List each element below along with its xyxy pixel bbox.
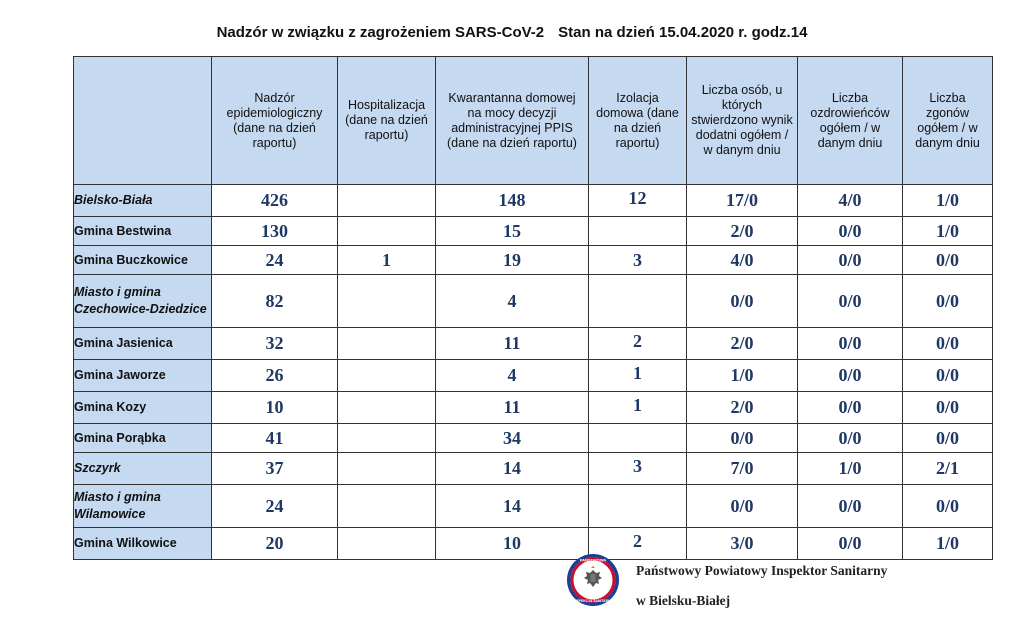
value-cell: 0/0 xyxy=(798,424,903,453)
value-cell: 2/0 xyxy=(687,392,798,424)
table-row xyxy=(74,217,993,246)
value-cell: 0/0 xyxy=(687,485,798,528)
table-row xyxy=(74,485,993,528)
value-cell: 0/0 xyxy=(903,485,993,528)
value-cell: 0/0 xyxy=(903,246,993,275)
value-cell: 1/0 xyxy=(903,528,993,560)
row-label: Gmina Buczkowice xyxy=(74,246,212,275)
value-cell: 17/0 xyxy=(687,185,798,217)
value-cell xyxy=(338,453,436,485)
value-cell: 4 xyxy=(436,275,589,328)
value-cell: 1 xyxy=(338,246,436,275)
value-cell: 130 xyxy=(212,217,338,246)
value-cell: 0/0 xyxy=(798,246,903,275)
value-cell: 34 xyxy=(436,424,589,453)
value-cell: 15 xyxy=(436,217,589,246)
value-cell xyxy=(589,424,687,453)
value-cell: 0/0 xyxy=(798,328,903,360)
header-cell: Hospitalizacja (dane na dzień raportu) xyxy=(338,57,436,185)
value-cell xyxy=(589,485,687,528)
value-cell: 32 xyxy=(212,328,338,360)
table-row xyxy=(74,392,993,424)
value-cell: 12 xyxy=(589,185,687,217)
table-row xyxy=(74,360,993,392)
value-cell: 3 xyxy=(589,246,687,275)
value-cell: 0/0 xyxy=(798,275,903,328)
value-cell xyxy=(589,217,687,246)
header-cell: Kwarantanna domowej na mocy decyzji administracyjnej PPIS (dane na dzień raportu) xyxy=(436,57,589,185)
value-cell: 0/0 xyxy=(903,424,993,453)
report-status-date: Stan na dzień 15.04.2020 r. godz.14 xyxy=(558,24,808,41)
value-cell: 0/0 xyxy=(798,528,903,560)
value-cell: 0/0 xyxy=(903,360,993,392)
value-cell: 0/0 xyxy=(798,360,903,392)
value-cell: 26 xyxy=(212,360,338,392)
value-cell: 19 xyxy=(436,246,589,275)
row-label: Gmina Wilkowice xyxy=(74,528,212,560)
signature-line-2: w Bielsku-Białej xyxy=(636,593,731,608)
value-cell: 24 xyxy=(212,246,338,275)
value-cell: 11 xyxy=(436,328,589,360)
value-cell: 2/1 xyxy=(903,453,993,485)
table-row xyxy=(74,185,993,217)
value-cell: 0/0 xyxy=(798,217,903,246)
sanitary-inspection-seal-icon xyxy=(566,553,620,607)
value-cell: 7/0 xyxy=(687,453,798,485)
value-cell: 41 xyxy=(212,424,338,453)
value-cell: 0/0 xyxy=(798,392,903,424)
value-cell: 4 xyxy=(436,360,589,392)
value-cell xyxy=(338,217,436,246)
value-cell: 82 xyxy=(212,275,338,328)
value-cell: 0/0 xyxy=(903,392,993,424)
value-cell xyxy=(338,528,436,560)
value-cell xyxy=(338,185,436,217)
value-cell xyxy=(589,275,687,328)
value-cell: 0/0 xyxy=(903,275,993,328)
value-cell: 0/0 xyxy=(798,485,903,528)
value-cell: 3/0 xyxy=(687,528,798,560)
value-cell xyxy=(338,424,436,453)
header-cell: Liczba osób, u których stwierdzono wynik dodatni ogółem / w danym dniu xyxy=(687,57,798,185)
report-title xyxy=(0,24,1024,41)
table-row xyxy=(74,328,993,360)
row-label: Miasto i gmina Wilamowice xyxy=(74,485,212,528)
value-cell: 0/0 xyxy=(687,424,798,453)
row-label: Gmina Bestwina xyxy=(74,217,212,246)
value-cell: 0/0 xyxy=(903,328,993,360)
table-row xyxy=(74,246,993,275)
surveillance-table xyxy=(73,56,993,560)
signature-line-1: Państwowy Powiatowy Inspektor Sanitarny xyxy=(636,563,888,578)
value-cell: 10 xyxy=(212,392,338,424)
value-cell: 1/0 xyxy=(687,360,798,392)
value-cell: 0/0 xyxy=(687,275,798,328)
row-label: Szczyrk xyxy=(74,453,212,485)
header-cell: Izolacja domowa (dane na dzień raportu) xyxy=(589,57,687,185)
row-label: Gmina Jasienica xyxy=(74,328,212,360)
value-cell xyxy=(338,485,436,528)
header-cell: Nadzór epidemiologiczny (dane na dzień raportu) xyxy=(212,57,338,185)
value-cell: 2/0 xyxy=(687,217,798,246)
value-cell: 2/0 xyxy=(687,328,798,360)
table-row xyxy=(74,453,993,485)
value-cell: 4/0 xyxy=(687,246,798,275)
value-cell xyxy=(338,328,436,360)
value-cell: 11 xyxy=(436,392,589,424)
value-cell: 1/0 xyxy=(903,185,993,217)
value-cell: 148 xyxy=(436,185,589,217)
signature-block xyxy=(566,553,996,615)
value-cell: 3 xyxy=(589,453,687,485)
value-cell: 4/0 xyxy=(798,185,903,217)
table-row xyxy=(74,275,993,328)
table-row xyxy=(74,424,993,453)
header-cell: Liczba zgonów ogółem / w danym dniu xyxy=(903,57,993,185)
report-title-main: Nadzór w związku z zagrożeniem SARS-CoV-2 xyxy=(216,24,545,41)
header-corner-cell xyxy=(74,57,212,185)
row-label: Gmina Kozy xyxy=(74,392,212,424)
row-label: Gmina Porąbka xyxy=(74,424,212,453)
value-cell: 1 xyxy=(589,360,687,392)
seal-text-bottom: INSPEKCJA SANITARNA xyxy=(573,599,613,603)
value-cell xyxy=(338,275,436,328)
row-label: Gmina Jaworze xyxy=(74,360,212,392)
value-cell xyxy=(338,392,436,424)
value-cell: 1 xyxy=(589,392,687,424)
value-cell: 2 xyxy=(589,528,687,560)
header-row xyxy=(74,57,993,185)
value-cell: 14 xyxy=(436,453,589,485)
signature-text xyxy=(636,556,887,616)
row-label: Miasto i gmina Czechowice-Dziedzice xyxy=(74,275,212,328)
value-cell: 1/0 xyxy=(798,453,903,485)
value-cell: 14 xyxy=(436,485,589,528)
header-cell: Liczba ozdrowieńców ogółem / w danym dniu xyxy=(798,57,903,185)
value-cell: 37 xyxy=(212,453,338,485)
value-cell xyxy=(338,360,436,392)
value-cell: 1/0 xyxy=(903,217,993,246)
seal-text-top: PAŃSTWOWA xyxy=(579,557,607,563)
value-cell: 10 xyxy=(436,528,589,560)
value-cell: 20 xyxy=(212,528,338,560)
row-label: Bielsko-Biała xyxy=(74,185,212,217)
value-cell: 2 xyxy=(589,328,687,360)
value-cell: 426 xyxy=(212,185,338,217)
value-cell: 24 xyxy=(212,485,338,528)
